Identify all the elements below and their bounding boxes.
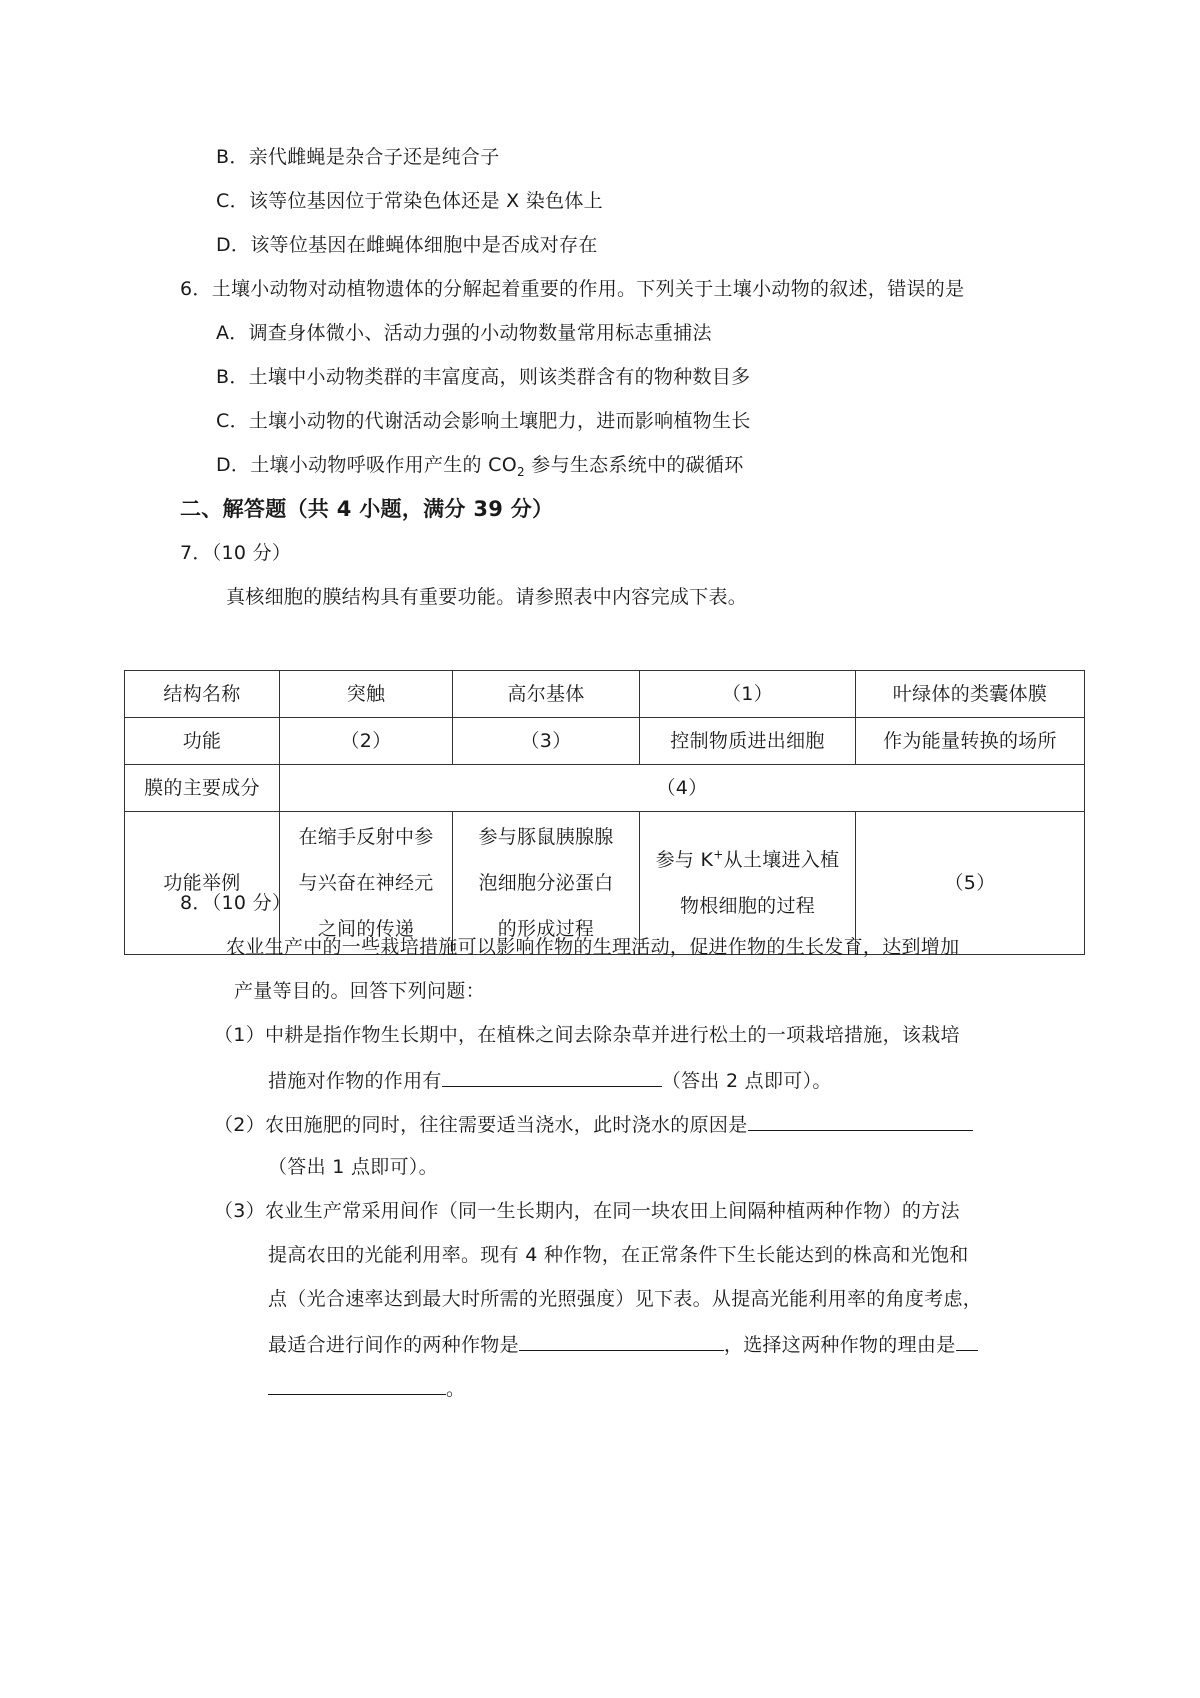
q6-option-b: B．土壤中小动物类群的丰富度高，则该类群含有的物种数目多: [216, 366, 751, 388]
table-cell: （1）: [640, 671, 856, 718]
subscript: 2: [517, 464, 525, 479]
table-cell: 功能: [125, 718, 280, 765]
q5-option-c: C．该等位基因位于常染色体还是 X 染色体上: [216, 190, 603, 212]
table-cell: （2）: [280, 718, 453, 765]
q5-option-b: B．亲代雌蝇是杂合子还是纯合子: [216, 146, 500, 168]
answer-blank[interactable]: [519, 1330, 724, 1351]
q6-option-c: C．土壤小动物的代谢活动会影响土壤肥力，进而影响植物生长: [216, 410, 751, 432]
q8-part3-line2: 提高农田的光能利用率。现有 4 种作物，在正常条件下生长能达到的株高和光饱和: [268, 1244, 969, 1266]
section-heading: 二、解答题（共 4 小题，满分 39 分）: [180, 497, 554, 521]
table-cell: 参与 K+从土壤进入植 物根细胞的过程: [640, 812, 856, 955]
q7-intro: 真核细胞的膜结构具有重要功能。请参照表中内容完成下表。: [226, 586, 748, 608]
q8-intro-line1: 农业生产中的一些栽培措施可以影响作物的生理活动，促进作物的生长发育，达到增加: [226, 936, 960, 958]
answer-blank[interactable]: [748, 1110, 973, 1131]
table-cell: 作为能量转换的场所: [856, 718, 1085, 765]
table-cell: 高尔基体: [453, 671, 640, 718]
q8-part1-line2: 措施对作物的作用有 （答出 2 点即可）。: [268, 1066, 832, 1094]
q6-stem: 6．土壤小动物对动植物遗体的分解起着重要的作用。下列关于土壤小动物的叙述，错误的是: [180, 278, 965, 300]
table-cell: 膜的主要成分: [125, 765, 280, 812]
q8-part1-line1: （1）中耕是指作物生长期中，在植株之间去除杂草并进行松土的一项栽培措施，该栽培: [214, 1024, 960, 1046]
table-cell: 突触: [280, 671, 453, 718]
answer-blank[interactable]: [956, 1330, 978, 1351]
table-cell: 在缩手反射中参 与兴奋在神经元 之间的传递: [280, 812, 453, 955]
q5-option-d: D．该等位基因在雌蝇体细胞中是否成对存在: [216, 234, 598, 256]
q6-option-a: A．调查身体微小、活动力强的小动物数量常用标志重捕法: [216, 322, 712, 344]
q8-number: 8．（10 分）: [180, 892, 292, 914]
table-row-structure-name: [125, 671, 1085, 718]
q7-number: 7．（10 分）: [180, 542, 292, 564]
table-cell: 参与豚鼠胰腺腺 泡细胞分泌蛋白 的形成过程: [453, 812, 640, 955]
table-cell: （3）: [453, 718, 640, 765]
table-cell: 叶绿体的类囊体膜: [856, 671, 1085, 718]
superscript: +: [713, 847, 724, 862]
table-cell: 功能举例: [125, 812, 280, 955]
q8-part3-line5: 。: [268, 1374, 465, 1402]
q8-part2-line2: （答出 1 点即可）。: [268, 1156, 438, 1178]
table-cell: 控制物质进出细胞: [640, 718, 856, 765]
q8-part3-line4: 最适合进行间作的两种作物是 ，选择这两种作物的理由是: [268, 1330, 978, 1358]
table-row-composition: [125, 765, 1085, 812]
table-row-function: [125, 718, 1085, 765]
table-cell: （5）: [856, 812, 1085, 955]
table-cell: 结构名称: [125, 671, 280, 718]
q8-part3-line1: （3）农业生产常采用间作（同一生长期内，在同一块农田上间隔种植两种作物）的方法: [214, 1200, 960, 1222]
q8-part3-line3: 点（光合速率达到最大时所需的光照强度）见下表。从提高光能利用率的角度考虑，: [268, 1288, 983, 1310]
q6-option-d: D．土壤小动物呼吸作用产生的 $CO_2$ 参与生态系统中的碳循环: [216, 454, 744, 479]
table-cell: （4）: [280, 765, 1085, 812]
q8-part2-line1: （2）农田施肥的同时，往往需要适当浇水，此时浇水的原因是: [214, 1110, 973, 1138]
answer-blank[interactable]: [442, 1066, 662, 1087]
answer-blank[interactable]: [268, 1374, 446, 1395]
q8-intro-line2: 产量等目的。回答下列问题：: [234, 980, 485, 1002]
